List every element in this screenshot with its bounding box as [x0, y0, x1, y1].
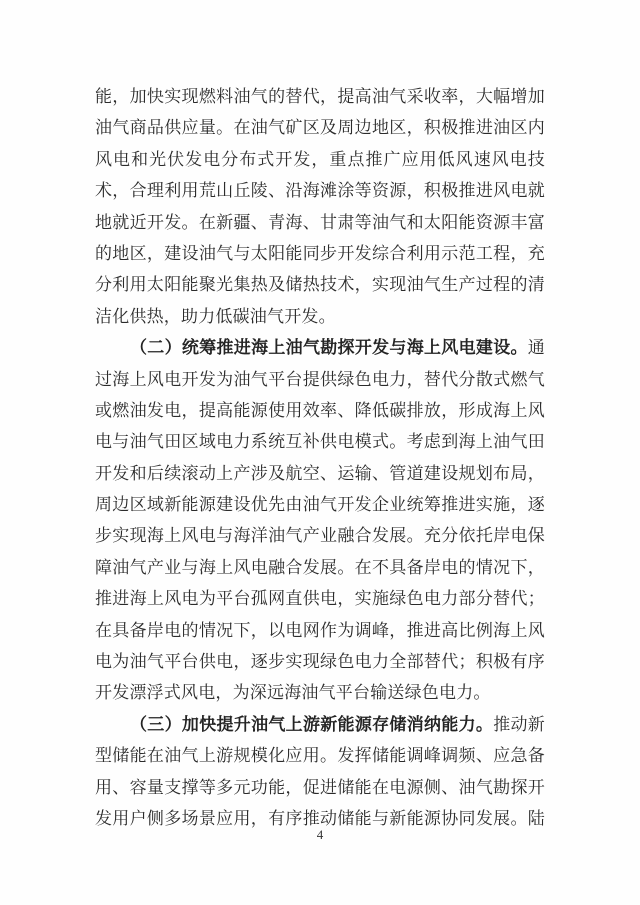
- text-line: 术，合理利用荒山丘陵、沿海滩涂等资源，积极推进风电就: [95, 181, 545, 201]
- section-heading-3: （三）加快提升油气上游新能源存储消纳能力。: [130, 714, 494, 734]
- text-line: 周边区域新能源建设优先由油气开发企业统筹推进实施，逐: [95, 495, 545, 515]
- section-heading-line: [95, 332, 545, 363]
- text-line: 地就近开发。在新疆、青海、甘肃等油气和太阳能资源丰富: [95, 212, 545, 232]
- text-line: 型储能在油气上游规模化应用。发挥储能调峰调频、应急备: [95, 746, 545, 766]
- text-line: 分利用太阳能聚光集热及储热技术，实现油气生产过程的清: [95, 275, 545, 295]
- text-line: 通: [527, 338, 545, 358]
- text-line: 步实现海上风电与海洋油气产业融合发展。充分依托岸电保: [95, 526, 545, 546]
- text-line: 推动新: [493, 714, 545, 734]
- text-line: 风电和光伏发电分布式开发，重点推广应用低风速风电技: [95, 149, 545, 169]
- text-line: 开发漂浮式风电，为深远海油气平台输送绿色电力。: [95, 683, 491, 703]
- text-line: 电为油气平台供电，逐步实现绿色电力全部替代；积极有序: [95, 652, 545, 672]
- text-line: 洁化供热，助力低碳油气开发。: [95, 306, 336, 326]
- text-line: 能，加快实现燃料油气的替代，提高油气采收率，大幅增加: [95, 87, 545, 106]
- section-heading-2: （二）统筹推进海上油气勘探开发与海上风电建设。: [130, 338, 528, 358]
- text-line: 推进海上风电为平台孤网直供电，实施绿色电力部分替代；: [95, 589, 545, 609]
- text-block: [95, 81, 545, 834]
- section-heading-line: [95, 709, 545, 740]
- text-line: 开发和后续滚动上产涉及航空、运输、管道建设规划布局，: [95, 463, 545, 483]
- text-line: 油气商品供应量。在油气矿区及周边地区，积极推进油区内: [95, 118, 545, 138]
- text-line: 的地区，建设油气与太阳能同步开发综合利用示范工程，充: [95, 243, 545, 263]
- text-line: 电与油气田区域电力系统互补供电模式。考虑到海上油气田: [95, 432, 545, 452]
- text-line: 在具备岸电的情况下，以电网作为调峰，推进高比例海上风: [95, 620, 545, 640]
- text-line: 用、容量支撑等多元功能，促进储能在电源侧、油气勘探开: [95, 777, 545, 797]
- page-number: 4: [316, 827, 324, 842]
- text-line: 发用户侧多场景应用，有序推动储能与新能源协同发展。陆: [95, 808, 545, 828]
- text-line: 或燃油发电，提高能源使用效率、降低碳排放，形成海上风: [95, 400, 545, 420]
- text-line: 过海上风电开发为油气平台提供绿色电力，替代分散式燃气: [95, 369, 545, 389]
- text-line: 障油气产业与海上风电融合发展。在不具备岸电的情况下，: [95, 557, 545, 577]
